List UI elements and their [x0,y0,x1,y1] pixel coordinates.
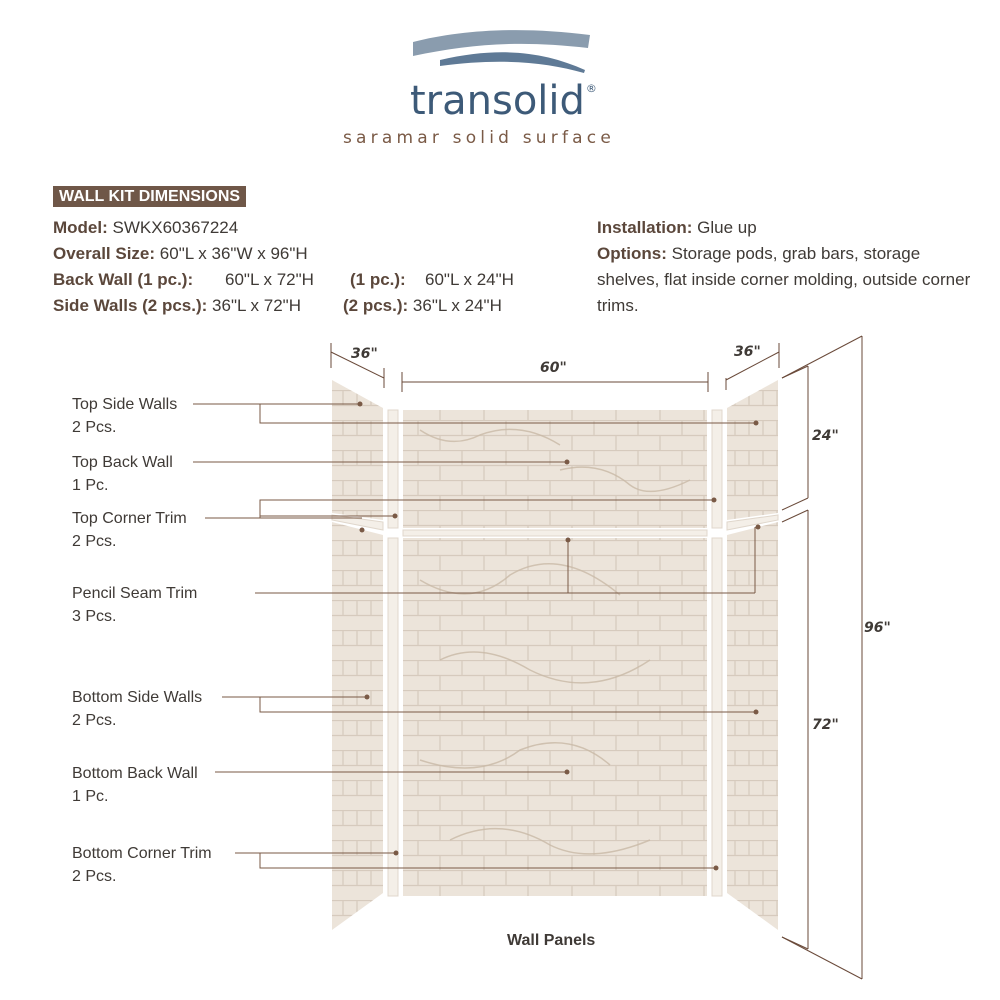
registered-mark: ® [585,82,597,95]
side-label: Side Walls (2 pcs.): [53,296,208,315]
dim-bottom-height: 72" [812,717,839,733]
overall-label: Overall Size: [53,244,156,263]
model-label: Model: [53,218,108,237]
dim-total-height: 96" [864,620,891,636]
side2-value: 36"L x 24"H [412,296,502,315]
diagram-caption: Wall Panels [507,932,596,949]
top-right-corner-trim [712,410,722,528]
bottom-right-corner-trim [712,538,722,896]
section-title: WALL KIT DIMENSIONS [53,186,246,207]
top-back-wall-panel [403,410,707,528]
callout-qty: 2 Pcs. [72,712,117,729]
model-value: SWKX60367224 [112,218,239,237]
dim-left-width: 36" [351,346,378,362]
top-left-side-wall [332,380,383,520]
back2-label: (1 pc.): [350,270,406,289]
callout-name: Top Side Walls [72,396,178,413]
callout-name: Bottom Back Wall [72,765,198,782]
dim-back-width: 60" [540,360,567,376]
installation-label: Installation: [597,218,693,237]
side-value: 36"L x 72"H [212,296,301,315]
overall-value: 60"L x 36"W x 96"H [159,244,308,263]
callout-name: Pencil Seam Trim [72,585,198,602]
callout-qty: 1 Pc. [72,477,109,494]
callout-qty: 2 Pcs. [72,868,117,885]
callout-qty: 2 Pcs. [72,419,117,436]
pencil-seam-trim-back [403,530,707,536]
side2-label: (2 pcs.): [343,296,409,315]
brand-name: transolid [410,78,585,124]
callout-name: Top Back Wall [72,454,173,471]
bottom-left-corner-trim [388,538,398,896]
top-left-corner-trim [388,410,398,528]
options-value: Storage pods, grab bars, storage shelves, flat inside corner molding, outside corner trims. [597,244,971,315]
top-right-side-wall [727,380,778,520]
bottom-right-side-wall [727,522,778,930]
callout-qty: 1 Pc. [72,788,109,805]
callout-name: Bottom Corner Trim [72,845,212,862]
callout-qty: 2 Pcs. [72,533,117,550]
options-label: Options: [597,244,667,263]
spec-back2-value: 60"L x 24"H [425,270,514,289]
callout-qty: 3 Pcs. [72,608,117,625]
installation-value: Glue up [697,218,757,237]
callout-name: Bottom Side Walls [72,689,203,706]
back-label: Back Wall (1 pc.): [53,270,194,289]
bottom-left-side-wall [332,522,383,930]
brand-tagline: saramar solid surface [343,128,615,148]
dim-right-width: 36" [734,344,761,360]
dim-top-height: 24" [812,428,839,444]
callout-name: Top Corner Trim [72,510,187,527]
spec-back-value: 60"L x 72"H [225,270,314,289]
